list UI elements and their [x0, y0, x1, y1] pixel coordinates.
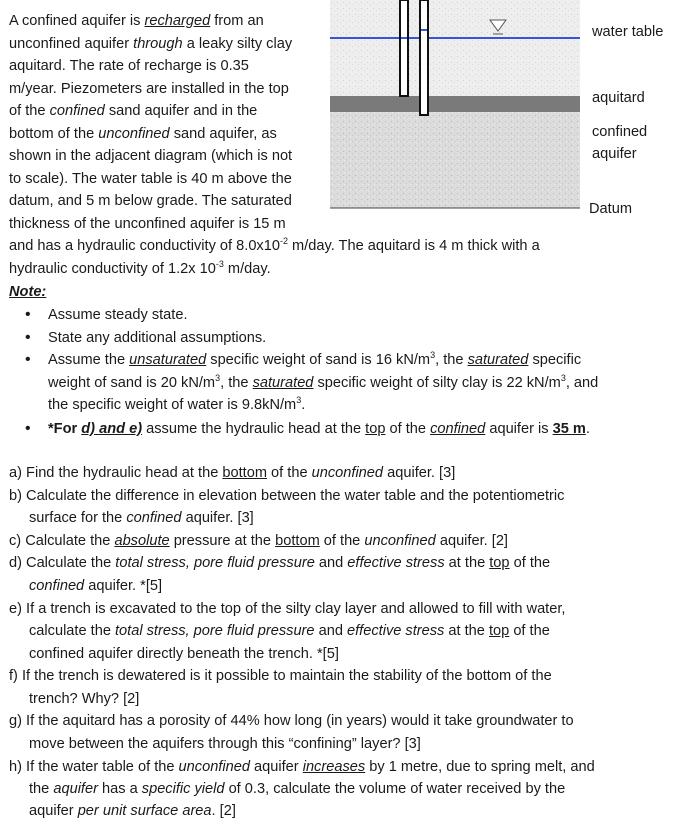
note-text: .	[301, 397, 306, 413]
intro-text: bottom of the	[9, 125, 99, 142]
note-emph-35m: 35 m	[552, 421, 586, 437]
question-emph-top: top	[488, 623, 510, 639]
label-confined: confined	[592, 124, 648, 140]
question-h-line-2	[29, 778, 565, 801]
unconfined-aquifer-saturated-zone	[330, 38, 580, 96]
question-text: d) Calculate the	[9, 555, 116, 571]
question-text: at the	[444, 623, 489, 639]
question-emph-bottom: bottom	[275, 533, 320, 549]
note-text: aquifer is	[485, 421, 553, 437]
confined-aquifer-layer	[330, 112, 580, 208]
bullet-marker: •	[25, 420, 31, 437]
note-text: , and	[565, 375, 599, 391]
intro-text: sand aquifer, as	[169, 125, 277, 142]
label-water-table: water table	[592, 24, 664, 40]
intro-line-8: to scale). The water table is 40 m above the	[9, 170, 292, 187]
label-aquifer: aquifer	[592, 146, 637, 162]
question-text: . [2]	[211, 803, 236, 819]
note-text: , the	[435, 352, 468, 368]
piezometer-unconfined	[400, 0, 408, 96]
note-bullet-weights-line-2	[48, 372, 598, 395]
note-bullet-assumptions: State any additional assumptions.	[48, 330, 267, 346]
bullet-marker: •	[25, 306, 31, 323]
note-emph-d-and-e: d) and e)	[81, 421, 143, 437]
question-emph-bottom: bottom	[222, 465, 267, 481]
note-bullet-steady-state: Assume steady state.	[48, 307, 188, 323]
intro-line-9: datum, and 5 m below grade. The saturated	[9, 193, 292, 209]
question-e-line-2	[29, 620, 550, 643]
note-bullet-weights-line-3	[48, 394, 305, 417]
question-emph-specific-yield: specific yield	[141, 781, 225, 797]
question-f-line-2: trench? Why? [2]	[29, 691, 140, 707]
unconfined-aquifer-dry-zone	[330, 0, 580, 38]
question-text: aquifer	[249, 759, 303, 775]
exponent: 3	[296, 395, 302, 405]
note-text: specific weight of silty clay is 22 kN/m	[313, 375, 561, 391]
question-text: a) Find the hydraulic head at the	[9, 465, 223, 481]
note-emph-saturated: saturated	[467, 352, 529, 368]
note-text: specific	[528, 352, 582, 368]
question-emph-confined: confined	[29, 578, 85, 594]
question-emph-effective: effective stress	[347, 555, 445, 571]
question-g-line-2: move between the aquifers through this “confining” layer? [3]	[29, 736, 421, 752]
question-emph-confined: confined	[126, 510, 182, 526]
question-text: and	[314, 555, 348, 571]
intro-line-3: aquitard. The rate of recharge is 0.35	[9, 58, 249, 74]
question-text: of the	[267, 465, 312, 481]
piezometer-confined	[420, 0, 428, 115]
intro-text: m/day. The aquitard is 4 m thick with a	[287, 238, 540, 254]
exponent: 3	[430, 350, 436, 360]
exponent: 3	[560, 373, 566, 383]
question-text: has a	[97, 781, 142, 797]
question-text: of 0.3, calculate the volume of water received by the	[224, 781, 566, 797]
question-e-line-3: confined aquifer directly beneath the trench. *[5]	[29, 646, 339, 662]
intro-line-11	[9, 235, 540, 258]
note-text: weight of sand is 20 kN/m	[48, 375, 216, 391]
exponent: -3	[215, 258, 224, 269]
note-emph-confined: confined	[430, 421, 486, 437]
question-emph-stress: total stress, pore fluid pressure	[115, 623, 315, 639]
intro-emph-through: through	[133, 35, 183, 52]
question-text: of the	[319, 533, 365, 549]
question-a	[9, 462, 455, 485]
question-emph-per-unit-area: per unit surface area	[77, 803, 212, 819]
note-heading: Note:	[9, 284, 47, 300]
note-text: assume the hydraulic head at the	[142, 421, 366, 437]
question-text: calculate the	[29, 623, 115, 639]
intro-text: m/day.	[223, 260, 271, 277]
intro-text: A confined aquifer is	[9, 13, 145, 29]
question-b-line-1: b) Calculate the difference in elevation between the water table and the potentiometric	[9, 488, 565, 504]
intro-line-10: thickness of the unconfined aquifer is 15 m	[9, 215, 286, 232]
question-h-line-3	[29, 800, 236, 823]
question-h-line-1	[9, 756, 595, 779]
intro-text: unconfined aquifer	[9, 35, 134, 52]
intro-text: from an	[210, 13, 264, 29]
note-text: specific weight of sand is 16 kN/m	[206, 352, 431, 368]
exponent: -2	[279, 236, 288, 246]
question-emph-effective: effective stress	[347, 623, 445, 639]
question-e-line-1: e) If a trench is excavated to the top of the silty clay layer and allowed to fill with water,	[9, 601, 566, 617]
bullet-marker: •	[25, 329, 31, 346]
intro-text: a leaky silty clay	[182, 35, 293, 52]
question-text: of the	[509, 623, 550, 639]
aquifer-diagram	[330, 0, 676, 230]
note-text: Assume the	[48, 352, 130, 368]
question-text: the	[29, 781, 54, 797]
label-datum: Datum	[589, 201, 632, 217]
question-d-line-2	[29, 575, 162, 598]
question-emph-unconfined: unconfined	[178, 759, 250, 775]
question-text: of the	[509, 555, 551, 571]
exponent: 3	[215, 373, 221, 383]
intro-text: hydraulic conductivity of 1.2x 10	[9, 260, 216, 277]
note-text: of the	[385, 421, 431, 437]
question-emph-aquifer: aquifer	[53, 781, 98, 797]
intro-text: sand aquifer and in the	[104, 103, 258, 119]
question-emph-top: top	[489, 555, 510, 571]
question-text: and	[314, 623, 348, 639]
note-emph-top: top	[365, 421, 386, 437]
question-text: aquifer. *[5]	[84, 578, 163, 594]
question-g-line-1: g) If the aquitard has a porosity of 44% how long (in years) would it take groundwater to	[9, 713, 574, 729]
label-aquitard: aquitard	[592, 90, 645, 106]
question-emph-increases: increases	[302, 759, 366, 775]
intro-emph-recharged: recharged	[144, 13, 211, 29]
question-text: surface for the	[29, 510, 127, 526]
intro-emph-unconfined: unconfined	[98, 125, 170, 142]
question-emph-stress: total stress, pore fluid pressure	[115, 555, 315, 571]
note-text: .	[585, 421, 590, 437]
question-emph-unconfined: unconfined	[311, 465, 384, 481]
intro-line-4: m/year. Piezometers are installed in the top	[9, 80, 289, 97]
note-emph-unsaturated: unsaturated	[129, 352, 207, 368]
note-bullet-head-assumption	[48, 418, 590, 441]
question-text: aquifer. [3]	[181, 510, 254, 526]
question-emph-unconfined: unconfined	[364, 533, 436, 549]
bullet-marker: •	[25, 351, 31, 368]
note-bullet-weights-line-1	[48, 349, 581, 372]
note-text: *For	[48, 421, 82, 437]
question-emph-absolute: absolute	[114, 533, 170, 549]
note-text: the specific weight of water is 9.8kN/m	[48, 397, 297, 413]
question-text: aquifer. [2]	[435, 533, 508, 549]
question-text: at the	[444, 555, 490, 571]
intro-line-12	[9, 258, 540, 281]
question-text: aquifer. [3]	[383, 465, 456, 481]
question-text: h) If the water table of the	[9, 759, 179, 775]
question-b-line-2	[29, 507, 254, 530]
question-f-line-1: f) If the trench is dewatered is it possible to maintain the stability of the bottom of the	[9, 668, 552, 684]
question-d-line-1	[9, 552, 550, 575]
intro-text: of the	[9, 103, 50, 119]
question-text: c) Calculate the	[9, 533, 115, 549]
intro-emph-confined: confined	[49, 103, 105, 119]
note-text: , the	[220, 375, 253, 391]
intro-text: and has a hydraulic conductivity of 8.0x10	[9, 238, 280, 254]
question-text: by 1 metre, due to spring melt, and	[365, 759, 595, 775]
intro-line-7: shown in the adjacent diagram (which is not	[9, 148, 293, 164]
note-emph-saturated: saturated	[252, 375, 314, 391]
aquitard-layer	[330, 96, 580, 112]
question-text: aquifer	[29, 803, 78, 819]
question-text: pressure at the	[169, 533, 276, 549]
question-c	[9, 530, 508, 553]
